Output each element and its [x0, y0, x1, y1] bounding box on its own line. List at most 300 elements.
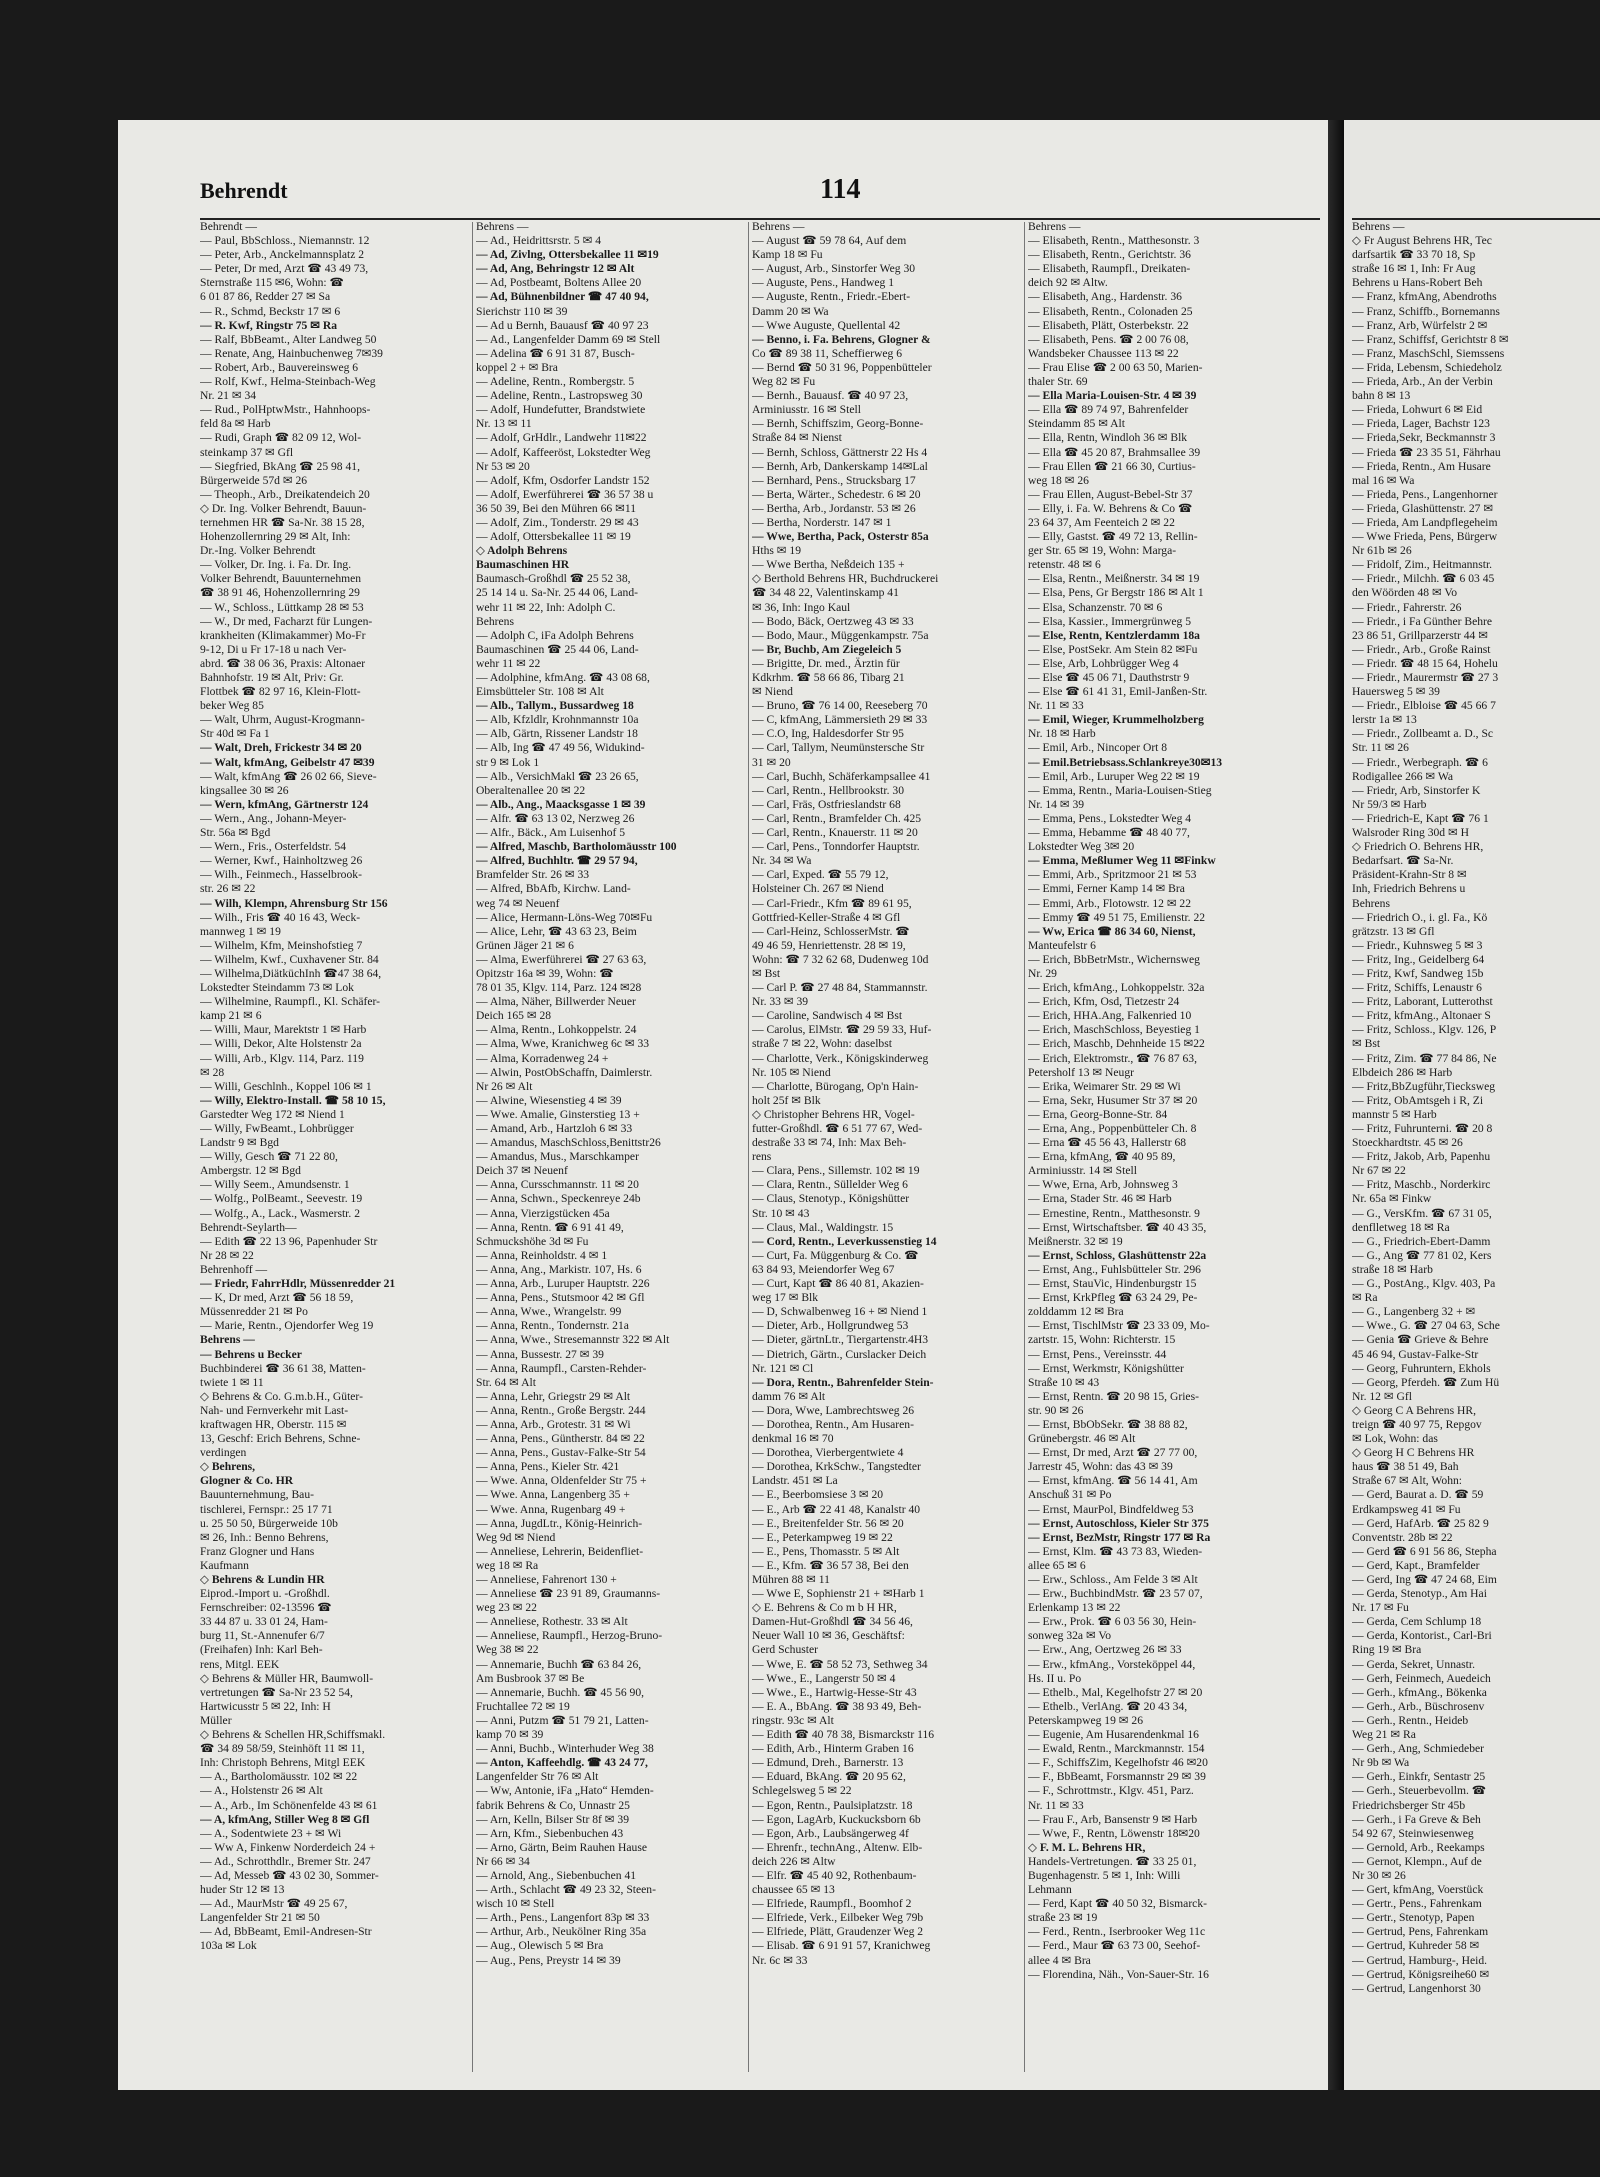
- directory-columns: [200, 220, 1320, 2080]
- directory-entry: — Anna, Arb., Grotestr. 31 ✉ Wi: [476, 1417, 631, 1431]
- directory-entry: — Gerd ☎ 6 91 56 86, Stepha: [1352, 1544, 1497, 1558]
- directory-entry: — A., Sodentwiete 23 + ✉ Wi: [200, 1826, 342, 1840]
- directory-entry: Str. 11 ✉ 26: [1352, 741, 1409, 755]
- directory-entry: — Frida, Lebensm, Schiedeholz: [1352, 360, 1502, 374]
- directory-entry: — Ferd., Rentn., Iserbrooker Weg 11c: [1028, 1925, 1206, 1939]
- directory-entry: grätzstr. 13 ✉ Gfl: [1352, 924, 1435, 938]
- directory-entry: — Adolf, Zim., Tonderstr. 29 ✉ 43: [476, 515, 639, 529]
- directory-entry: — Wolfg., A., Lack., Wasmerstr. 2: [200, 1206, 360, 1220]
- directory-entry: — Ww A, Finkenw Norderdeich 24 +: [200, 1840, 376, 1854]
- directory-entry: — Caroline, Sandwisch 4 ✉ Bst: [752, 1009, 903, 1023]
- directory-entry: Str. 10 ✉ 43: [752, 1206, 810, 1220]
- directory-entry: — Frau F., Arb, Bansenstr 9 ✉ Harb: [1028, 1812, 1198, 1826]
- directory-entry: Straße 84 ✉ Nienst: [752, 431, 842, 445]
- directory-entry: — Egon, Arb., Laubsängerweg 4f: [752, 1826, 909, 1840]
- directory-entry: Nr. 33 ✉ 39: [752, 995, 809, 1009]
- directory-entry: Nr. 65a ✉ Finkw: [1352, 1192, 1432, 1206]
- directory-entry: ◇ Behrens,: [200, 1460, 256, 1474]
- column-divider: [748, 222, 749, 2072]
- directory-entry: ✉ Ra: [1352, 1291, 1378, 1305]
- directory-entry: allee 4 ✉ Bra: [1028, 1953, 1091, 1967]
- directory-entry: — Anna, Pens., Gustav-Falke-Str 54: [476, 1446, 646, 1460]
- directory-entry: Walsroder Ring 30d ✉ H: [1352, 826, 1469, 840]
- directory-entry: — Elfriede, Plätt, Graudenzer Weg 2: [752, 1925, 924, 1939]
- directory-entry: — Adolf, Ottersbekallee 11 ✉ 19: [476, 530, 631, 544]
- directory-entry: — Gerda, Cem Schlump 18: [1352, 1615, 1482, 1629]
- directory-entry: — Rud., PolHptwMstr., Hahnhoops-: [200, 403, 371, 417]
- directory-entry: — Gertrud, Hamburg-, Heid.: [1352, 1953, 1488, 1967]
- directory-entry: — Ethelb., VerlAng. ☎ 20 43 34,: [1028, 1699, 1188, 1713]
- directory-entry: Weg 21 ✉ Ra: [1352, 1728, 1416, 1742]
- directory-entry: Bramfelder Str. 26 ✉ 33: [476, 868, 590, 882]
- directory-entry: — Gerd, HafArb. ☎ 25 82 9: [1352, 1516, 1489, 1530]
- directory-entry: — Berta, Wärter., Schedestr. 6 ✉ 20: [752, 487, 921, 501]
- directory-entry: — Frau Ellen ☎ 21 66 30, Curtius-: [1028, 459, 1196, 473]
- directory-entry: — Auguste, Pens., Handweg 1: [752, 276, 895, 290]
- directory-entry: — Amandus, Mus., Marschkamper: [476, 1150, 639, 1164]
- directory-entry: — E., Kfm. ☎ 36 57 38, Bei den: [752, 1558, 909, 1572]
- directory-entry: weg 17 ✉ Blk: [752, 1291, 819, 1305]
- directory-entry: — Carl, Exped. ☎ 55 79 12,: [752, 868, 889, 882]
- directory-entry: Oberaltenallee 20 ✉ 22: [476, 783, 586, 797]
- directory-entry: — Elsa, Schanzenstr. 70 ✉ 6: [1028, 600, 1163, 614]
- directory-entry: den Wöörden 48 ✉ Vo: [1352, 586, 1458, 600]
- directory-entry: — Emil.Betriebsass.Schlankreye30✉13: [1028, 755, 1223, 769]
- directory-entry: — Willi, Geschlnh., Koppel 106 ✉ 1: [200, 1079, 372, 1093]
- directory-entry: — A, kfmAng, Stiller Weg 8 ✉ Gfl: [200, 1812, 370, 1826]
- directory-entry: Sierichstr 110 ✉ 39: [476, 304, 568, 318]
- directory-entry: Weg 38 ✉ 22: [476, 1643, 539, 1657]
- directory-entry: — Adeline, Rentn., Rombergstr. 5: [476, 375, 635, 389]
- directory-entry: — Gertrud, Königsreihe60 ✉: [1352, 1967, 1490, 1981]
- directory-entry: Jarrestr 45, Wohn: das 43 ✉ 39: [1028, 1460, 1173, 1474]
- page-right: [1344, 120, 1600, 2090]
- directory-entry: ✉ Bst: [1352, 1037, 1381, 1051]
- directory-entry: ☎ 34 89 58/59, Steinhöft 11 ✉ 11,: [200, 1742, 365, 1756]
- directory-entry: Lehmann: [1028, 1883, 1072, 1897]
- directory-entry: — Wilh, Klempn, Ahrensburg Str 156: [200, 896, 388, 910]
- directory-entry: — Emil, Arb., Nincoper Ort 8: [1028, 741, 1168, 755]
- directory-entry: — Gerh., i Fa Greve & Beh: [1352, 1812, 1481, 1826]
- directory-entry: — Carl, Buchh, Schäferkampsallee 41: [752, 769, 931, 783]
- directory-entry: — Anna, Pens., Güntherstr. 84 ✉ 22: [476, 1432, 645, 1446]
- directory-entry: — Frieda, Rentn., Am Husare: [1352, 459, 1491, 473]
- directory-entry: — Ella Maria-Louisen-Str. 4 ✉ 39: [1028, 389, 1197, 403]
- directory-entry: ◇ Behrens & Müller HR, Baumwoll-: [200, 1671, 374, 1685]
- directory-entry: — Edith, Arb., Hinterm Graben 16: [752, 1742, 914, 1756]
- directory-entry: — Anna, Rentn. ☎ 6 91 41 49,: [476, 1220, 624, 1234]
- directory-entry: — Theoph., Arb., Dreikatendeich 20: [200, 487, 370, 501]
- directory-entry: — Bernh, Schloss, Gättnerstr 22 Hs 4: [752, 445, 928, 459]
- directory-entry: — Alma, Näher, Billwerder Neuer: [476, 995, 636, 1009]
- directory-entry: ◇ Adolph Behrens: [476, 544, 568, 558]
- directory-entry: Nr 67 ✉ 22: [1352, 1164, 1406, 1178]
- directory-entry: — Alice, Hermann-Löns-Weg 70✉Fu: [476, 910, 653, 924]
- directory-entry: Müssenredder 21 ✉ Po: [200, 1305, 308, 1319]
- directory-entry: — Alice, Lehr, ☎ 43 63 23, Beim: [476, 924, 637, 938]
- directory-entry: Erdkampsweg 41 ✉ Fu: [1352, 1502, 1461, 1516]
- directory-entry: 9-12, Di u Fr 17-18 u nach Ver-: [200, 642, 347, 656]
- directory-entry: — Amand, Arb., Hartzloh 6 ✉ 33: [476, 1122, 633, 1135]
- directory-entry: Conventstr. 28b ✉ 22: [1352, 1530, 1453, 1544]
- directory-entry: — Arno, Gärtn, Beim Rauhen Hause: [476, 1840, 647, 1854]
- directory-entry: — Anneliese, Fahrenort 130 +: [476, 1573, 617, 1586]
- directory-entry: — A., Arb., Im Schönenfelde 43 ✉ 61: [200, 1798, 378, 1812]
- directory-entry: — Carl, Fräs, Ostfrieslandstr 68: [752, 797, 901, 811]
- directory-entry: — Anneliese, Raumpfl., Herzog-Bruno-: [476, 1629, 663, 1643]
- directory-entry: ◇ Friedrich O. Behrens HR,: [1352, 840, 1484, 854]
- directory-entry: Mühren 88 ✉ 11: [752, 1573, 830, 1586]
- directory-entry: — Gert, kfmAng, Voerstück: [1352, 1883, 1484, 1897]
- directory-entry: — Walt, Dreh, Frickestr 34 ✉ 20: [200, 741, 362, 755]
- directory-entry: — Fritz, kfmAng., Altonaer S: [1352, 1009, 1491, 1023]
- directory-entry: — Wilh., Fris ☎ 40 16 43, Weck-: [200, 910, 361, 924]
- directory-entry: — Wern., Ang., Johann-Meyer-: [200, 811, 347, 825]
- directory-entry: ◇ Georg C A Behrens HR,: [1352, 1403, 1476, 1417]
- directory-entry: — Wilh., Feinmech., Hasselbrook-: [200, 868, 362, 882]
- directory-entry: — Ralf, BbBeamt., Alter Landweg 50: [200, 332, 377, 346]
- directory-entry: — Emmi, Ferner Kamp 14 ✉ Bra: [1028, 882, 1185, 896]
- directory-entry: — Arthur, Arb., Neukölner Ring 35a: [476, 1925, 647, 1939]
- directory-entry: — Wwe, F., Rentn, Löwenstr 18✉20: [1028, 1826, 1200, 1840]
- directory-entry: tischlerei, Fernspr.: 25 17 71: [200, 1502, 333, 1516]
- directory-entry: Opitzstr 16a ✉ 39, Wohn: ☎: [476, 966, 614, 980]
- directory-entry: Ring 19 ✉ Bra: [1352, 1643, 1422, 1657]
- directory-entry: Sternstraße 115 ✉6, Wohn: ☎: [200, 276, 344, 290]
- directory-entry: — Willy, Elektro-Install. ☎ 58 10 15,: [200, 1093, 386, 1107]
- directory-entry: — Fritz, Schloss., Klgv. 126, P: [1352, 1023, 1497, 1037]
- directory-entry: — Arn, Kelln, Bilser Str 8f ✉ 39: [476, 1812, 630, 1826]
- directory-entry: — Carl, Pens., Tonndorfer Hauptstr.: [752, 840, 920, 854]
- directory-entry: — Ernst, StauVic, Hindenburgstr 15: [1028, 1277, 1197, 1291]
- directory-entry: mal 16 ✉ Wa: [1352, 473, 1415, 487]
- directory-entry: — Ernst, KrkPfleg ☎ 63 24 29, Pe-: [1028, 1291, 1198, 1305]
- directory-entry: Müller: [200, 1713, 232, 1727]
- directory-entry: — Gertr., Pens., Fahrenkam: [1352, 1897, 1482, 1911]
- directory-entry: — Fritz, Schiffs, Lenaustr 6: [1352, 981, 1482, 995]
- directory-entry: Volker Behrendt, Bauunternehmen: [200, 572, 362, 586]
- directory-entry: — Alwine, Wiesenstieg 4 ✉ 39: [476, 1093, 622, 1107]
- directory-entry: — Fritz, Zim. ☎ 77 84 86, Ne: [1352, 1051, 1497, 1065]
- directory-entry: — Anna, Rentn., Tondernstr. 21a: [476, 1319, 629, 1333]
- directory-entry: — Adolphine, kfmAng. ☎ 43 08 68,: [476, 671, 650, 684]
- directory-entry: Handels-Vertretungen. ☎ 33 25 01,: [1028, 1854, 1197, 1868]
- directory-entry: — Alwin, PostObSchaffn, Daimlerstr.: [476, 1065, 653, 1079]
- directory-entry: — Claus, Stenotyp., Königshütter: [752, 1192, 910, 1206]
- directory-entry: — Ernst, Wirtschaftsber. ☎ 40 43 35,: [1028, 1220, 1207, 1234]
- directory-entry: — Erich, kfmAng., Lohkoppelstr. 32a: [1028, 981, 1205, 995]
- directory-entry: — Carl, Tallym, Neumünstersche Str: [752, 741, 925, 755]
- directory-entry: Kamp 18 ✉ Fu: [752, 248, 823, 262]
- directory-entry: — Ernst, Pens., Vereinsstr. 44: [1028, 1347, 1167, 1361]
- directory-entry: — Ernst, Klm. ☎ 43 73 83, Wieden-: [1028, 1544, 1203, 1558]
- directory-entry: retenstr. 48 ✉ 6: [1028, 558, 1101, 572]
- directory-entry: — Fritz, Fuhrunterni. ☎ 20 8: [1352, 1122, 1493, 1135]
- directory-entry: Nr. 29: [1028, 966, 1057, 980]
- directory-entry: — Elisabeth, Ang., Hardenstr. 36: [1028, 290, 1182, 304]
- directory-entry: — Elfriede, Raumpfl., Boomhof 2: [752, 1897, 912, 1911]
- directory-entry: Ambergstr. 12 ✉ Bgd: [200, 1164, 301, 1178]
- directory-entry: allee 65 ✉ 6: [1028, 1558, 1086, 1572]
- directory-entry: Nr. 14 ✉ 39: [1028, 797, 1085, 811]
- directory-entry: Gottfried-Keller-Straße 4 ✉ Gfl: [752, 910, 901, 924]
- directory-entry: — Alma, Ewerführerei ☎ 27 63 63,: [476, 952, 647, 966]
- directory-entry: straße 16 ✉ 1, Inh: Fr Aug: [1352, 262, 1476, 276]
- directory-entry: burg 11, St.-Annenufer 6/7: [200, 1629, 325, 1643]
- directory-entry: Friedrichsberger Str 45b: [1352, 1798, 1466, 1812]
- directory-entry: — Fritz,BbZugführ,Tiecksweg: [1352, 1079, 1496, 1093]
- directory-entry: chaussee 65 ✉ 13: [752, 1883, 835, 1897]
- directory-entry: — Georg, Pferdeh. ☎ Zum Hü: [1352, 1375, 1500, 1389]
- directory-entry: Lokstedter Steindamm 73 ✉ Lok: [200, 981, 354, 995]
- directory-entry: ✉ 28: [200, 1065, 225, 1079]
- directory-entry: ◇ F. M. L. Behrens HR,: [1028, 1840, 1146, 1854]
- directory-entry: — Friedr., i Fa Günther Behre: [1352, 614, 1493, 628]
- directory-entry: — Alb, Gärtn, Rissener Landstr 18: [476, 727, 638, 741]
- directory-entry: — Bernhard, Pens., Strucksbarg 17: [752, 473, 916, 487]
- directory-entry: damm 76 ✉ Alt: [752, 1389, 826, 1403]
- directory-entry: — Friedr., Werbegraph. ☎ 6: [1352, 755, 1488, 769]
- directory-entry: ternehmen HR ☎ Sa-Nr. 38 15 28,: [200, 515, 365, 529]
- directory-entry: — Else, PostSekr. Am Stein 82 ✉Fu: [1028, 642, 1198, 656]
- directory-entry: — Dora, Wwe, Lambrechtsweg 26: [752, 1403, 915, 1417]
- directory-entry: — Wwe, E. ☎ 58 52 73, Sethweg 34: [752, 1657, 928, 1671]
- directory-entry: koppel 2 + ✉ Bra: [476, 360, 558, 374]
- directory-entry: Behrens —: [752, 220, 805, 233]
- directory-entry: ✉ Bst: [752, 966, 781, 980]
- directory-entry: 103a ✉ Lok: [200, 1939, 257, 1953]
- directory-entry: — Franz, Schiffsf, Gerichtstr 8 ✉: [1352, 332, 1509, 346]
- directory-entry: Holsteiner Ch. 267 ✉ Niend: [752, 882, 884, 896]
- directory-entry: — Friedr., Maurermstr ☎ 27 3: [1352, 671, 1499, 684]
- directory-entry: Wohn: ☎ 7 32 62 68, Dudenweg 10d: [752, 952, 929, 966]
- directory-entry: — Wolfg., PolBeamt., Seevestr. 19: [200, 1192, 363, 1206]
- directory-entry: — Erw., BuchbindMstr. ☎ 23 57 07,: [1028, 1587, 1203, 1601]
- directory-entry: Straße 10 ✉ 43: [1028, 1375, 1100, 1389]
- directory-entry: — Gerh., Ang, Schmiedeber: [1352, 1742, 1485, 1756]
- directory-entry: — Volker, Dr. Ing. i. Fa. Dr. Ing.: [200, 558, 352, 572]
- directory-entry: — Wwe Auguste, Quellental 42: [752, 318, 901, 332]
- directory-entry: — Erich, Kfm, Osd, Tietzestr 24: [1028, 995, 1180, 1009]
- directory-entry: — Ad, Bühnenbildner ☎ 47 40 94,: [476, 290, 649, 304]
- directory-entry: — Ernestine, Rentn., Matthesonstr. 9: [1028, 1206, 1200, 1220]
- directory-entry: — Elsa, Kassier., Immergrünweg 5: [1028, 614, 1192, 628]
- directory-entry: — Anna, Raumpfl., Carsten-Rehder-: [476, 1361, 647, 1375]
- directory-entry: — Dorothea, KrkSchw., Tangstedter: [752, 1460, 921, 1474]
- directory-entry: (Freihafen) Inh: Karl Beh-: [200, 1643, 323, 1657]
- directory-entry: — Arnold, Ang., Siebenbuchen 41: [476, 1868, 637, 1882]
- directory-entry: — Else, Arb, Lohbrügger Weg 4: [1028, 656, 1179, 670]
- directory-entry: Hs. II u. Po: [1028, 1671, 1082, 1685]
- directory-entry: — Anna, Reinholdstr. 4 ✉ 1: [476, 1248, 608, 1262]
- directory-entry: 23 86 51, Grillparzerstr 44 ✉: [1352, 628, 1488, 642]
- directory-entry: — Elsa, Pens, Gr Bergstr 186 ✉ Alt 1: [1028, 586, 1204, 600]
- directory-entry: — Egon, Rentn., Paulsiplatzstr. 18: [752, 1798, 913, 1812]
- directory-entry: — Wern., Fris., Osterfeldstr. 54: [200, 840, 347, 854]
- directory-entry: — Ehrenfr., technAng., Altenw. Elb-: [752, 1840, 923, 1854]
- directory-entry: haus ☎ 38 51 49, Bah: [1352, 1460, 1459, 1474]
- directory-entry: Nr 53 ✉ 20: [476, 459, 530, 473]
- directory-entry: 78 01 35, Klgv. 114, Parz. 124 ✉28: [476, 981, 642, 995]
- directory-entry: destraße 33 ✉ 74, Inh: Max Beh-: [752, 1136, 907, 1150]
- directory-entry: — Anneliese, Rothestr. 33 ✉ Alt: [476, 1615, 628, 1629]
- directory-entry: — Elly, i. Fa. W. Behrens & Co ☎: [1028, 501, 1193, 515]
- directory-entry: — Ernst, Dr med, Arzt ☎ 27 77 00,: [1028, 1446, 1198, 1460]
- directory-entry: Flottbek ☎ 82 97 16, Klein-Flott-: [200, 685, 361, 699]
- directory-entry: straße 23 ✉ 19: [1028, 1911, 1098, 1925]
- directory-entry: — Wilhelm, Kwf., Cuxhavener Str. 84: [200, 952, 379, 966]
- directory-entry: — Wwe. Anna, Oldenfelder Str 75 +: [476, 1474, 647, 1488]
- directory-entry: — Willy, FwBeamt., Lohbrügger: [200, 1122, 354, 1135]
- directory-entry: — Annemarie, Buchh ☎ 63 84 26,: [476, 1657, 642, 1671]
- directory-entry: — Arth., Pens., Langenfort 83p ✉ 33: [476, 1911, 650, 1925]
- directory-entry: — Fritz, ObAmtsgeh i R, Zi: [1352, 1093, 1484, 1107]
- directory-entry: — Ww, Erica ☎ 86 34 60, Nienst,: [1028, 924, 1196, 938]
- directory-entry: — Gernot, Klempn., Auf de: [1352, 1854, 1482, 1868]
- directory-entry: — Frieda, Arb., An der Verbin: [1352, 375, 1493, 389]
- directory-entry: — Curt, Fa. Müggenburg & Co. ☎: [752, 1248, 919, 1262]
- directory-entry: — Alb, Ing ☎ 47 49 56, Widukind-: [476, 741, 645, 755]
- directory-entry: — Fritz, Jakob, Arb, Papenhu: [1352, 1150, 1491, 1164]
- directory-entry: — Elisabeth, Rentn., Gerichtstr. 36: [1028, 248, 1191, 262]
- directory-entry: Steindamm 85 ✉ Alt: [1028, 417, 1125, 431]
- directory-entry: — Amandus, MaschSchloss,Benittstr26: [476, 1136, 661, 1150]
- directory-entry: — A., Bartholomäusstr. 102 ✉ 22: [200, 1770, 358, 1784]
- directory-entry: — Bernh, Arb, Dankerskamp 14✉Lal: [752, 459, 928, 473]
- directory-entry: — Br, Buchb, Am Ziegeleich 5: [752, 642, 902, 656]
- directory-entry: — Renate, Ang, Hainbuchenweg 7✉39: [200, 346, 383, 360]
- directory-entry: kingsallee 30 ✉ 26: [200, 783, 289, 797]
- next-page-header: [1352, 178, 1600, 220]
- directory-entry: Petersholf 13 ✉ Neugr: [1028, 1065, 1134, 1079]
- directory-entry: Gerd Schuster: [752, 1643, 819, 1657]
- directory-entry: Nr. 121 ✉ Cl: [752, 1361, 814, 1375]
- directory-entry: — A., Holstenstr 26 ✉ Alt: [200, 1784, 323, 1798]
- directory-entry: — Walt, Uhrm, August-Krogmann-: [200, 713, 365, 727]
- directory-entry: — Wwe. Anna, Rugenbarg 49 +: [476, 1502, 626, 1516]
- directory-entry: Buchbinderei ☎ 36 61 38, Matten-: [200, 1361, 366, 1375]
- directory-entry: Präsident-Krahn-Str 8 ✉: [1352, 868, 1467, 882]
- column-4: [1028, 220, 1296, 2080]
- directory-entry: huder Str 12 ✉ 13: [200, 1883, 285, 1897]
- directory-entry: Kaufmann: [200, 1558, 249, 1572]
- directory-entry: Kdkrhm. ☎ 58 66 86, Tibarg 21: [752, 671, 905, 684]
- directory-entry: — Adolf, Kaffeeröst, Lokstedter Weg: [476, 445, 651, 459]
- directory-entry: — Ernst, Ang., Fuhlsbütteler Str. 296: [1028, 1262, 1201, 1276]
- directory-entry: Co ☎ 89 38 11, Scheffierweg 6: [752, 346, 902, 360]
- directory-entry: — Ethelb., Mal, Kegelhofstr 27 ✉ 20: [1028, 1685, 1203, 1699]
- directory-entry: — Emil, Wieger, Krummelholzberg: [1028, 713, 1204, 727]
- directory-entry: — Alma, Rentn., Lohkoppelstr. 24: [476, 1023, 637, 1037]
- directory-entry: 33 44 87 u. 33 01 24, Ham-: [200, 1615, 328, 1629]
- directory-entry: — Wwe., E., Hartwig-Hesse-Str 43: [752, 1685, 917, 1699]
- directory-entry: — Edith ☎ 40 78 38, Bismarckstr 116: [752, 1728, 935, 1742]
- column-2: [476, 220, 744, 2080]
- directory-entry: Nr. 11 ✉ 33: [1028, 699, 1084, 713]
- directory-entry: — Anna, JugdLtr., König-Heinrich-: [476, 1516, 643, 1530]
- directory-entry: Nr. 11 ✉ 33: [1028, 1798, 1084, 1812]
- directory-entry: — Emmi, Arb., Spritzmoor 21 ✉ 53: [1028, 868, 1197, 882]
- directory-entry: Neuer Wall 10 ✉ 36, Geschäftsf:: [752, 1629, 905, 1643]
- directory-entry: bahn 8 ✉ 13: [1352, 389, 1411, 403]
- running-head: Behrendt: [200, 178, 288, 203]
- directory-entry: — Annemarie, Buchh. ☎ 45 56 90,: [476, 1685, 645, 1699]
- directory-entry: — K, Dr med, Arzt ☎ 56 18 59,: [200, 1291, 354, 1305]
- directory-entry: deich 92 ✉ Altw.: [1028, 276, 1108, 290]
- directory-entry: — C.O, Ing, Haldesdorfer Str 95: [752, 727, 904, 741]
- directory-entry: Weg 82 ✉ Fu: [752, 375, 816, 389]
- directory-entry: Landstr. 451 ✉ La: [752, 1474, 838, 1488]
- directory-entry: — Brigitte, Dr. med., Ärztin für: [752, 656, 900, 670]
- directory-entry: — Anna, Rentn., Große Bergstr. 244: [476, 1403, 646, 1417]
- directory-entry: zolddamm 12 ✉ Bra: [1028, 1305, 1124, 1319]
- directory-entry: — Bertha, Norderstr. 147 ✉ 1: [752, 515, 892, 529]
- directory-entry: — Adolf, GrHdlr., Landwehr 11✉22: [476, 431, 647, 445]
- directory-entry: — Ella ☎ 45 20 87, Brahmsallee 39: [1028, 445, 1201, 459]
- directory-entry: — W., Dr med, Facharzt für Lungen-: [200, 614, 373, 628]
- directory-entry: — Willy, Gesch ☎ 71 22 80,: [200, 1150, 338, 1164]
- directory-entry: Damm 20 ✉ Wa: [752, 304, 829, 318]
- directory-entry: Deich 165 ✉ 28: [476, 1009, 552, 1023]
- directory-entry: Bauunternehmung, Bau-: [200, 1488, 314, 1502]
- directory-entry: Nr. 21 ✉ 34: [200, 389, 257, 403]
- directory-entry: — Ferd., Maur ☎ 63 73 00, Seehof-: [1028, 1939, 1201, 1953]
- directory-entry: — Gerd, Baurat a. D. ☎ 59: [1352, 1488, 1484, 1502]
- directory-entry: — Alb., VersichMakl ☎ 23 26 65,: [476, 769, 639, 783]
- directory-entry: Nr 66 ✉ 34: [476, 1854, 530, 1868]
- directory-entry: — Fritz, Maschb., Norderkirc: [1352, 1178, 1491, 1192]
- directory-entry: — Fritz, Ing., Geidelberg 64: [1352, 952, 1485, 966]
- column-1: [200, 220, 468, 2080]
- directory-entry: — Carl, Rentn., Hellbrookstr. 30: [752, 783, 904, 797]
- directory-entry: — Edmund, Dreh., Barnerstr. 13: [752, 1756, 904, 1770]
- directory-entry: — Ad, Postbeamt, Boltens Allee 20: [476, 276, 642, 290]
- directory-entry: — Ferd, Kapt ☎ 40 50 32, Bismarck-: [1028, 1897, 1207, 1911]
- directory-entry: — Friedr., Fahrerstr. 26: [1352, 600, 1462, 614]
- directory-entry: feld 8a ✉ Harb: [200, 417, 271, 431]
- directory-entry: — Alfred, Maschb, Bartholomäusstr 100: [476, 840, 677, 854]
- directory-entry: Stoeckhardtstr. 45 ✉ 26: [1352, 1136, 1463, 1150]
- directory-entry: — Erich, Maschb, Dehnheide 15 ✉22: [1028, 1037, 1205, 1051]
- directory-entry: — Georg, Fuhruntern, Ekhols: [1352, 1361, 1491, 1375]
- directory-entry: ✉ 36, Inh: Ingo Kaul: [752, 600, 851, 614]
- directory-entry: 6 01 87 86, Redder 27 ✉ Sa: [200, 290, 331, 304]
- directory-entry: Inh, Friedrich Behrens u: [1352, 882, 1466, 896]
- directory-entry: — Ernst, Autoschloss, Kieler Str 375: [1028, 1516, 1209, 1530]
- directory-entry: rens: [752, 1150, 772, 1164]
- directory-entry: Damen-Hut-Großhdl ☎ 34 56 46,: [752, 1615, 913, 1629]
- directory-entry: 31 ✉ 20: [752, 755, 791, 769]
- directory-entry: Nr 61b ✉ 26: [1352, 544, 1412, 558]
- book-gutter: [1328, 120, 1344, 2090]
- column-divider: [472, 222, 473, 2072]
- directory-entry: Eiprod.-Import u. -Großhdl.: [200, 1587, 330, 1601]
- directory-entry: wisch 10 ✉ Stell: [476, 1897, 555, 1911]
- directory-entry: — E., Peterkampweg 19 ✉ 22: [752, 1530, 893, 1544]
- directory-entry: — Ad u Bernh, Bauausf ☎ 40 97 23: [476, 318, 649, 332]
- directory-entry: Nah- und Fernverkehr mit Last-: [200, 1403, 349, 1417]
- directory-entry: — Cord, Rentn., Leverkussenstieg 14: [752, 1234, 937, 1248]
- directory-entry: — Emmy ☎ 49 51 75, Emilienstr. 22: [1028, 910, 1206, 924]
- directory-entry: — Gerh., Einkfr, Sentastr 25: [1352, 1770, 1486, 1784]
- directory-entry: weg 23 ✉ 22: [476, 1601, 537, 1615]
- directory-entry: — Elisabeth, Raumpfl., Dreikaten-: [1028, 262, 1191, 276]
- directory-entry: — Alb., Ang., Maacksgasse 1 ✉ 39: [476, 797, 646, 811]
- directory-entry: — Franz, MaschSchl, Siemssens: [1352, 346, 1505, 360]
- directory-entry: 45 46 94, Gustav-Falke-Str: [1352, 1347, 1479, 1361]
- directory-entry: — Gerda, Stenotyp., Am Hai: [1352, 1587, 1487, 1601]
- directory-entry: — Anna, Bussestr. 27 ✉ 39: [476, 1347, 604, 1361]
